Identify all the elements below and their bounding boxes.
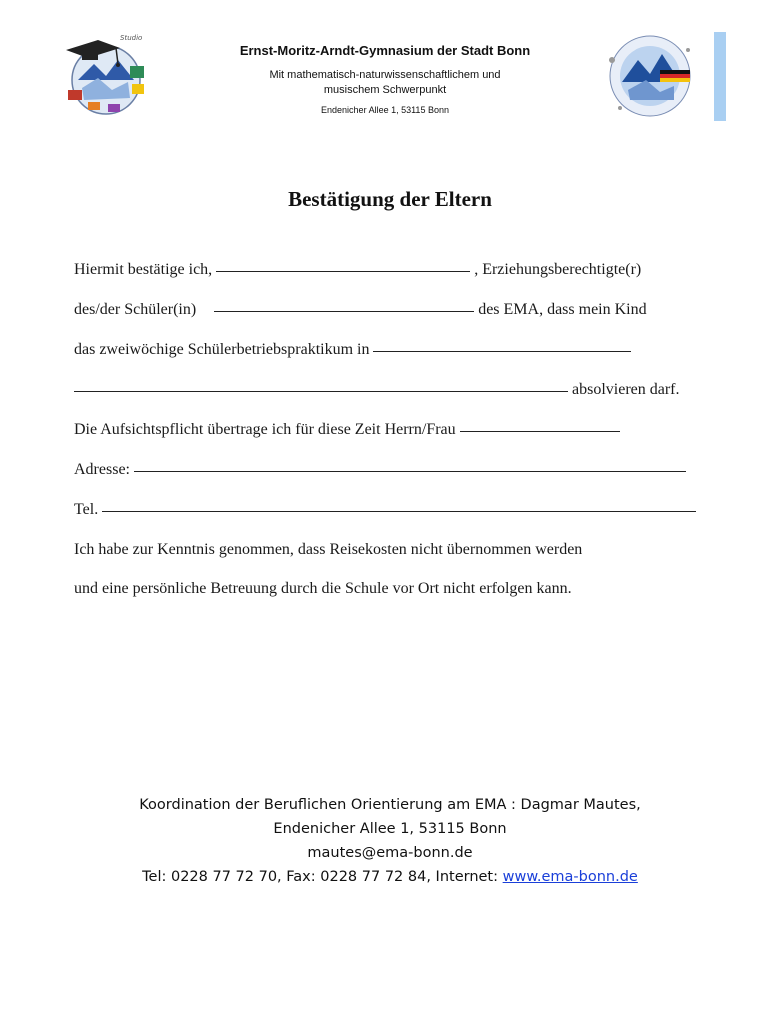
supervisor-name-field[interactable] (460, 430, 620, 432)
website-link[interactable]: www.ema-bonn.de (502, 869, 638, 885)
footer-coordinator: Koordination der Beruflichen Orientierung am EMA : Dagmar Mautes, (139, 797, 641, 813)
form-label: des EMA, dass mein Kind (478, 301, 647, 318)
form-line-student (74, 301, 714, 319)
document-title: Bestätigung der Eltern (288, 187, 492, 211)
form-line-internship-cont (74, 381, 714, 399)
footer-email: mautes@ema-bonn.de (307, 845, 473, 861)
guardian-name-field[interactable] (216, 270, 470, 272)
form-label: Adresse: (74, 461, 130, 478)
form-line-supervisor (74, 421, 714, 439)
school-logo-right-icon (600, 30, 700, 122)
school-address: Endenicher Allee 1, 53115 Bonn (321, 105, 449, 115)
form-line-address (74, 461, 714, 479)
school-name: Ernst-Moritz-Arndt-Gymnasium der Stadt Bonn (239, 43, 531, 58)
accent-bar (714, 32, 726, 121)
phone-field[interactable] (102, 510, 696, 512)
footer-contact (0, 793, 770, 889)
address-field[interactable] (134, 470, 686, 472)
svg-text:Studio: Studio (120, 34, 143, 42)
internship-company-field[interactable] (373, 350, 631, 352)
form-label: das zweiwöchige Schülerbetriebspraktikum in (74, 341, 370, 358)
letterhead (0, 0, 770, 140)
notice-line-1: Ich habe zur Kenntnis genommen, dass Reisekosten nicht übernommen werden (74, 541, 583, 558)
form-label: absolvieren darf. (572, 381, 680, 398)
footer-phone-fax: Tel: 0228 77 72 70, Fax: 0228 77 72 84, Internet: (142, 869, 503, 885)
form-label: Tel. (74, 501, 99, 518)
form-label: Die Aufsichtspflicht übertrage ich für diese Zeit Herrn/Frau (74, 421, 456, 438)
school-subtitle-line1: Mit mathematisch-naturwissenschaftlichem und (269, 69, 501, 81)
form-line-guardian (74, 261, 714, 279)
footer-phone-line (0, 865, 770, 889)
form-label: Hiermit bestätige ich, (74, 261, 213, 278)
school-subtitle-line2: musischem Schwerpunkt (323, 84, 447, 96)
footer-address: Endenicher Allee 1, 53115 Bonn (273, 821, 507, 837)
form-label: , Erziehungsberechtigte(r) (474, 261, 642, 278)
form-label: des/der Schüler(in) (74, 301, 197, 318)
form-line-phone (74, 501, 714, 519)
student-name-field[interactable] (214, 310, 474, 312)
form-line-internship (74, 341, 714, 359)
notice-line-2: und eine persönliche Betreuung durch die Schule vor Ort nicht erfolgen kann. (74, 580, 572, 597)
internship-company-field-2[interactable] (74, 390, 568, 392)
